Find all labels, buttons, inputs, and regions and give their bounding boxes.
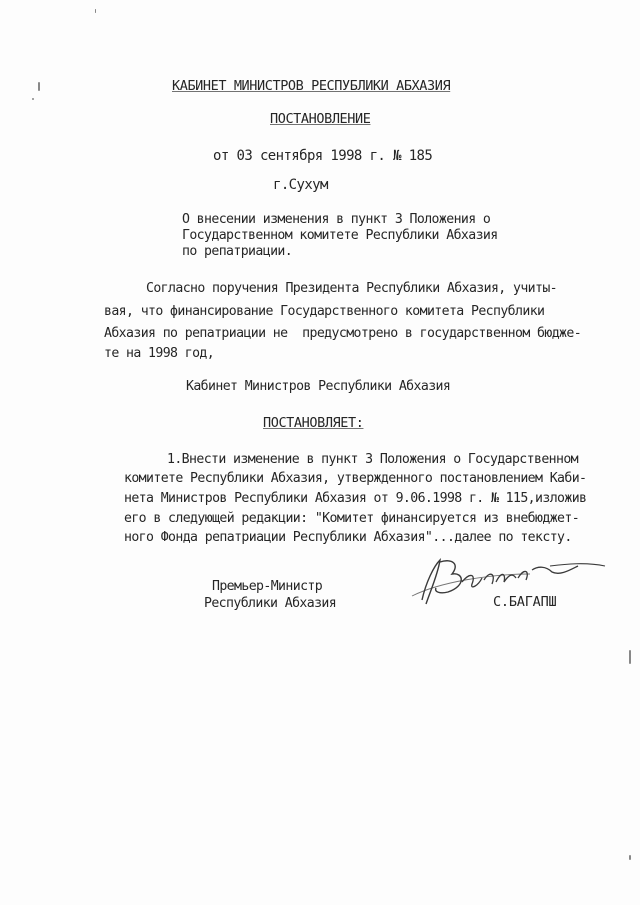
preamble-line: вая, что финансирование Государственного комитета Республики xyxy=(104,304,545,319)
scan-mark xyxy=(629,650,631,664)
subject-line: Государственном комитете Республики Абхазия xyxy=(182,228,498,243)
place: г.Сухум xyxy=(273,177,328,193)
preamble-line: те на 1998 год, xyxy=(104,346,215,361)
preamble-line: Абхазия по репатриации не предусмотрено в государственном бюдже- xyxy=(104,326,582,341)
signatory-title: Республики Абхазия xyxy=(204,596,337,611)
signatory-name: С.БАГАПШ xyxy=(493,594,557,610)
issuer: Кабинет Министров Республики Абхазия xyxy=(186,379,451,394)
item-line: ного Фонда репатриации Республики Абхазия"...далее по тексту. xyxy=(124,530,572,545)
item-line: его в следующей редакции: "Комитет финансируется из внебюджет- xyxy=(124,511,580,526)
resolves-heading: ПОСТАНОВЛЯЕТ: xyxy=(263,415,364,431)
item-line: нета Министров Республики Абхазия от 9.06.1998 г. № 115,изложив xyxy=(124,491,587,506)
subject-line: по репатриации. xyxy=(182,244,293,259)
item-line: комитете Республики Абхазия, утвержденного постановлением Каби- xyxy=(124,471,587,486)
preamble-line: Согласно поручения Президента Республики Абхазия, учиты- xyxy=(146,281,558,296)
document-header: КАБИНЕТ МИНИСТРОВ РЕСПУБЛИКИ АБХАЗИЯ xyxy=(172,78,451,94)
item-line: 1.Внести изменение в пункт 3 Положения о Государственном xyxy=(167,452,579,467)
scan-mark xyxy=(32,98,34,100)
subject-line: О внесении изменения в пункт 3 Положения о xyxy=(182,212,491,227)
date-line: от 03 сентября 1998 г. № 185 xyxy=(213,148,433,164)
signatory-title: Премьер-Министр xyxy=(212,579,323,594)
document-type: ПОСТАНОВЛЕНИЕ xyxy=(270,111,371,127)
scan-mark xyxy=(629,855,631,860)
scan-mark xyxy=(38,82,40,91)
scan-mark xyxy=(95,9,96,13)
